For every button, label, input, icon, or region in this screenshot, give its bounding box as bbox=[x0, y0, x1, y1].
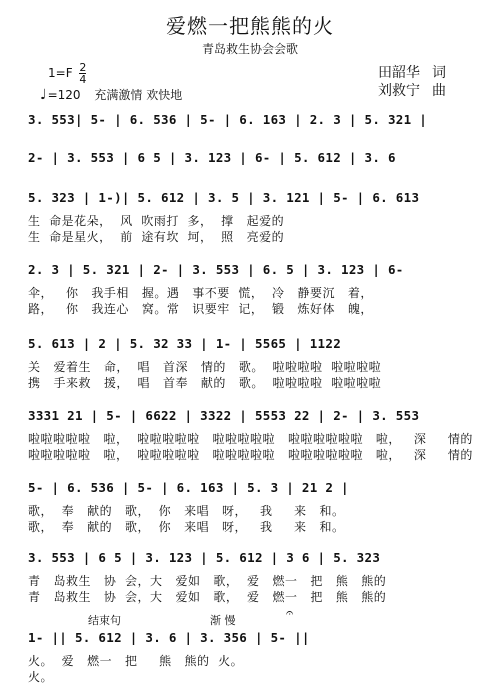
staff-line: 2- | 3. 553 | 6 5 | 3. 123 | 6- | 5. 612 | 3. 6 bbox=[28, 150, 396, 165]
staff-line: 3331 21 | 5- | 6622 | 3322 | 5553 22 | 2- | 3. 553 bbox=[28, 408, 420, 423]
ritardando-marking: 渐 慢 bbox=[210, 614, 236, 627]
staff-line: 3. 553 | 6 5 | 3. 123 | 5. 612 | 3 6 | 5. 323 bbox=[28, 550, 381, 565]
expression-text: 充满激情 欢快地 bbox=[94, 88, 183, 102]
lyric-line: 生 命是星火， 前 途有坎 坷， 照 亮爱的 bbox=[28, 230, 285, 244]
song-title: 爱燃一把熊熊的火 bbox=[166, 14, 334, 38]
tempo-line bbox=[40, 86, 182, 103]
lyricist-name: 田韶华 bbox=[378, 65, 420, 81]
time-bottom: 4 bbox=[79, 73, 87, 86]
lyricist-credit bbox=[378, 62, 446, 82]
lyric-line: 生 命是花朵， 风 吹雨打 多， 撑 起爱的 bbox=[28, 214, 285, 228]
ending-marking: 结束句 bbox=[88, 614, 121, 627]
lyric-line: 火。 bbox=[28, 670, 54, 684]
lyric-line: 啦啦啦啦啦 啦， 啦啦啦啦啦 啦啦啦啦啦 啦啦啦啦啦啦 啦， 深 情的 bbox=[28, 432, 473, 446]
lyric-line: 歌， 奉 献的 歌， 你 来唱 呀， 我 来 和。 bbox=[28, 520, 345, 534]
lyric-line: 路， 你 我连心 窝。常 识要牢 记， 锻 炼好体 魄， bbox=[28, 302, 373, 316]
lyric-line: 啦啦啦啦啦 啦， 啦啦啦啦啦 啦啦啦啦啦 啦啦啦啦啦啦 啦， 深 情的 bbox=[28, 448, 473, 462]
composer-name: 刘救宁 bbox=[378, 83, 420, 99]
lyric-line: 火。 爱 燃一 把 熊 熊的 火。 bbox=[28, 654, 244, 668]
quarter-note-icon: ♩ bbox=[40, 87, 47, 103]
staff-line: 1- || 5. 612 | 3. 6 | 3. 356 | 5- || bbox=[28, 630, 310, 645]
composer-credit bbox=[378, 80, 446, 100]
tempo-value: =120 bbox=[47, 88, 81, 102]
key-signature bbox=[48, 62, 86, 85]
lyric-line: 携 手来救 援， 唱 首奉 献的 歌。 啦啦啦啦 啦啦啦啦 bbox=[28, 376, 382, 390]
staff-line: 5. 613 | 2 | 5. 32 33 | 1- | 5565 | 1122 bbox=[28, 336, 342, 351]
key-text: 1=F bbox=[48, 66, 73, 80]
lyricist-role: 词 bbox=[432, 65, 446, 81]
song-subtitle: 青岛救生协会会歌 bbox=[201, 42, 298, 56]
lyric-line: 伞， 你 我手相 握。遇 事不要 慌， 冷 静要沉 着， bbox=[28, 286, 373, 300]
lyric-line: 青 岛救生 协 会，大 爱如 歌， 爱 燃一 把 熊 熊的 bbox=[28, 590, 387, 604]
staff-line: 5. 323 | 1-)| 5. 612 | 3. 5 | 3. 121 | 5- | 6. 613 bbox=[28, 190, 420, 205]
staff-line: 5- | 6. 536 | 5- | 6. 163 | 5. 3 | 21 2 | bbox=[28, 480, 349, 495]
lyric-line: 关 爱着生 命， 唱 首深 情的 歌。 啦啦啦啦 啦啦啦啦 bbox=[28, 360, 382, 374]
time-signature bbox=[79, 62, 86, 85]
composer-role: 曲 bbox=[432, 83, 446, 99]
staff-line: 3. 553| 5- | 6. 536 | 5- | 6. 163 | 2. 3 | 5. 321 | bbox=[28, 112, 428, 127]
lyric-line: 青 岛救生 协 会，大 爱如 歌， 爱 燃一 把 熊 熊的 bbox=[28, 574, 387, 588]
lyric-line: 歌， 奉 献的 歌， 你 来唱 呀， 我 来 和。 bbox=[28, 504, 345, 518]
fermata-icon: 𝄐 bbox=[286, 606, 294, 621]
staff-line: 2. 3 | 5. 321 | 2- | 3. 553 | 6. 5 | 3. 123 | 6- bbox=[28, 262, 404, 277]
time-top: 2 bbox=[79, 61, 87, 74]
